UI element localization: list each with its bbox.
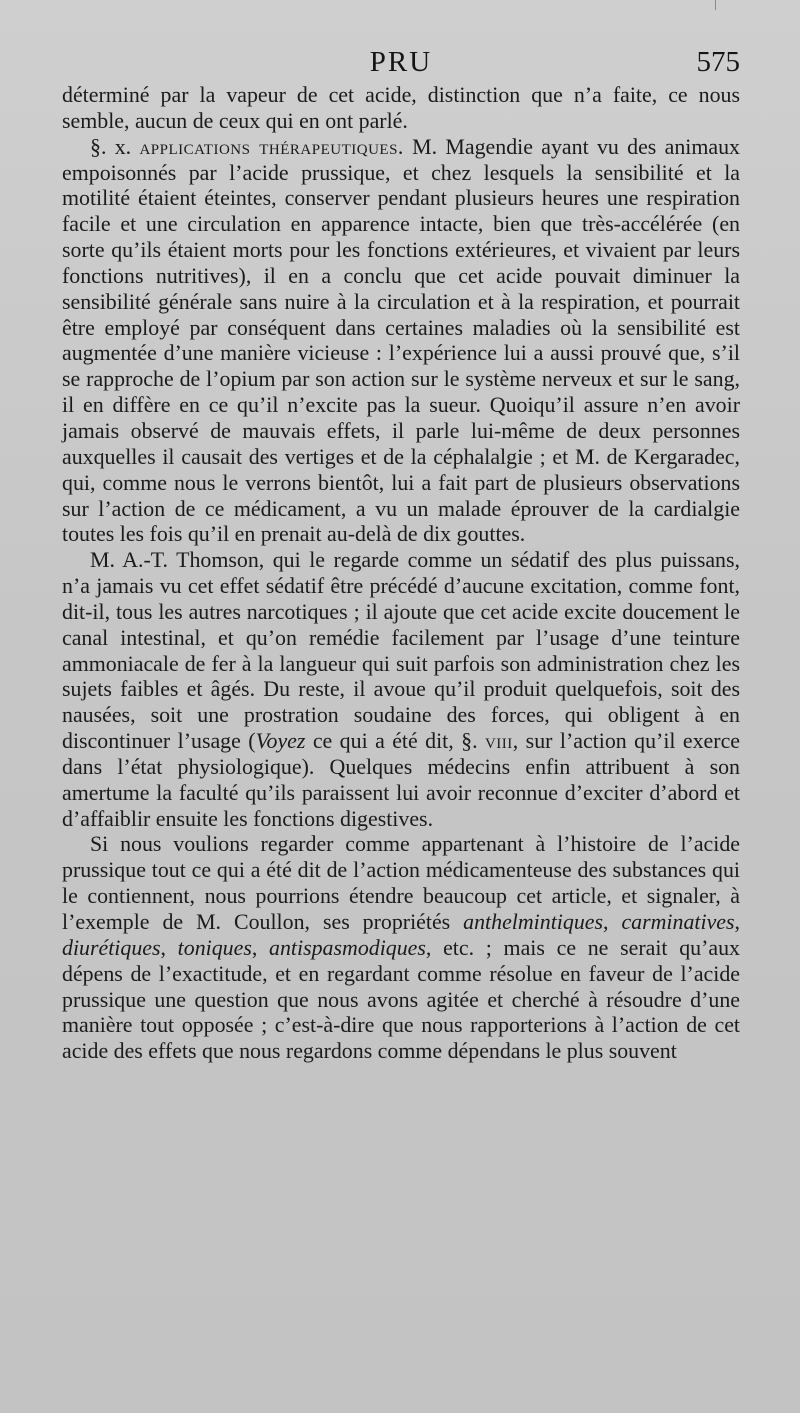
separator: , — [160, 934, 178, 960]
separator: , — [251, 934, 270, 960]
paragraph-text: , sur l’action qu’il exerce dans l’état physiologique). Quelques médecins enfin attribuent à son amertume la faculté qu’ils paraissent lui avoir reconnue d’exciter d’abord et d’affaiblir ensuite les fonctions digestives. — [62, 728, 740, 831]
paragraph-text: Si nous voulions regarder comme appartenant à l’histoire de l’acide prussique tout ce qui a été dit de l’action médicamenteuse des substances qui le contiennent, nous pourrions étendre beaucoup cet article, et signaler, à l’exemple de M. Coullon, ses propriétés — [62, 831, 740, 934]
paragraph-thomson — [62, 547, 740, 831]
separator: , — [603, 909, 622, 934]
paragraph-section-x — [62, 134, 740, 548]
paragraph-continuation — [62, 82, 740, 134]
paragraph-text: M. A.-T. Thomson, qui le regarde comme un sédatif des plus puissans, n’a jamais vu cet effet sédatif être précédé d’aucune excitation, comme font, dit-il, tous les autres narcotiques ; il ajoute que cet acide excite doucement le canal intestinal, et qu’on remédie facilement par l’usage d’une teinture ammoniacale de fer à la langueur qui suit parfois son administration chez les sujets faibles et âgés. Du reste, il avoue qu’il produit quelquefois, soit des nausées, soit une prostration soudaine des forces, qui obligent à en discontinuer l’usage ( — [62, 547, 740, 754]
paragraph-text: déterminé par la vapeur de cet acide, distinction que n’a faite, ce nous semble, aucun de ceux qui en ont parlé. — [62, 82, 740, 133]
voyez-italic: Voyez — [255, 728, 306, 754]
section-reference: viii — [484, 728, 513, 754]
property-italic: anthelmintiques — [463, 909, 603, 934]
paragraph-text: M. Magendie ayant vu des animaux empoisonnés par l’acide prussique, et chez lesquels la sensibilité et la motilité étaient éteintes, conserver pendant plusieurs heures une respiration facile et une circulation en apparence intacte, bien que très-accélérée (en sorte qu’ils étaient morts pour les fonctions extérieures, et vivaient par leurs fonctions nutritives), il en a conclu que cet acide pouvait diminuer la sensibilité générale sans nuire à la circulation et à la respiration, et pourrait être employé par conséquent dans certaines maladies où la sensibilité est augmentée d’une manière vicieuse : l’expérience lui a aussi prouvé que, s’il se rapproche de l’opium par son action sur le système nerveux et sur le sang, il en diffère en ce qu’il n’excite pas la sueur. Quoiqu’il assure n’en avoir jamais observé de mauvais effets, il parle lui-même de deux personnes auxquelles il causait des vertiges et de la céphalalgie ; et M. de Kergaradec, qui, comme nous le verrons bientôt, lui a fait part de plusieurs observations sur l’action de ce médicament, a vu un malade éprouver de la cardialgie toutes les fois qu’il en prenait au-delà de dix gouttes. — [62, 133, 740, 547]
page-number: 575 — [696, 46, 740, 78]
section-number: §. x. — [90, 133, 132, 159]
paragraph-si-nous — [62, 831, 740, 1064]
property-italic: toniques — [177, 934, 252, 960]
paragraph-text: , etc. ; mais ce ne serait qu’aux dépens de l’exactitude, et en regardant comme résolue en faveur de l’acide prussique une question que nous avons agitée et cherché à résoudre d’une manière tout opposée ; c’est-à-dire que nous rapporterions à l’action de cet acide des effets que nous regardons comme dépendans le plus souvent — [62, 934, 740, 1064]
section-heading: applications thérapeutiques. — [139, 133, 404, 159]
property-italic: carminatives — [621, 909, 735, 934]
running-head: PRU — [369, 46, 433, 78]
property-italic: antispasmodiques — [269, 934, 426, 960]
body-text — [62, 82, 740, 1393]
paper-edge-mark — [715, 0, 716, 10]
property-italic: diurétiques — [62, 934, 161, 960]
page-header — [62, 46, 740, 82]
separator: , — [734, 909, 740, 934]
paragraph-text: ce qui a été dit, §. — [305, 728, 485, 754]
